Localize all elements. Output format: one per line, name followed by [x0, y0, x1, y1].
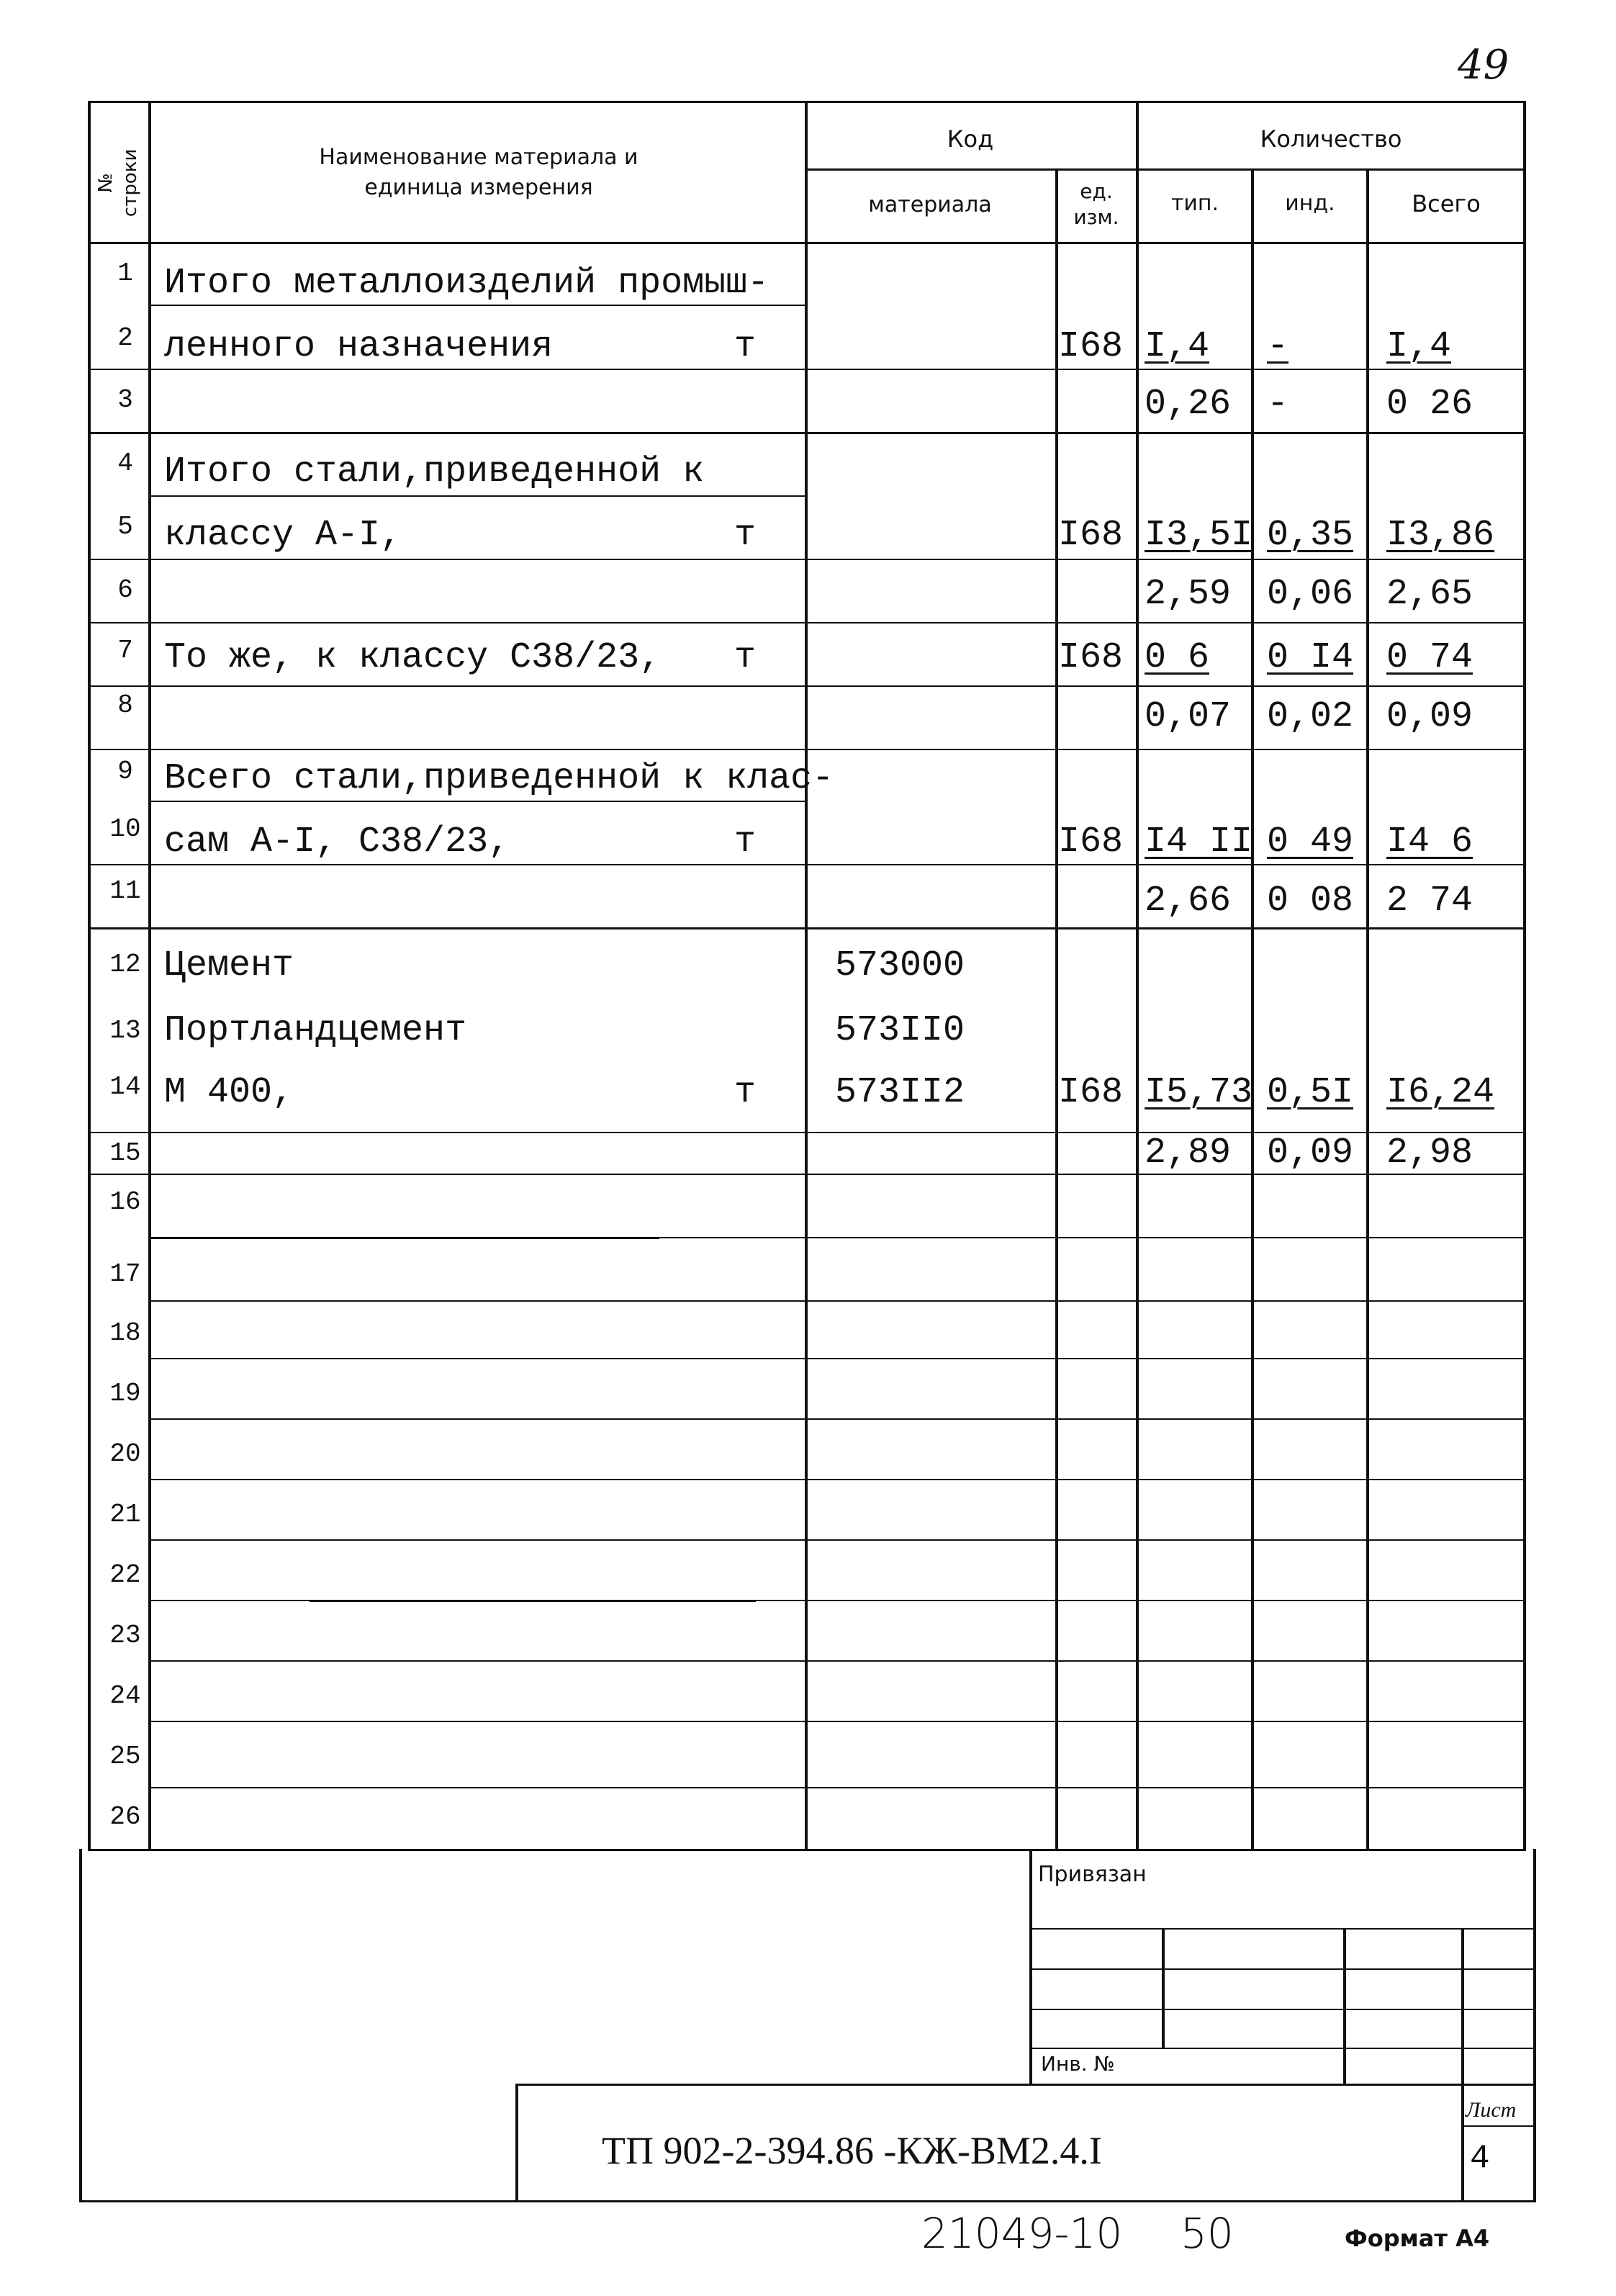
qty-total: I3,86	[1386, 515, 1495, 556]
row-number: 14	[109, 1072, 141, 1102]
row-number: 21	[109, 1500, 141, 1529]
page-number: 49	[1458, 42, 1509, 89]
row-name: сам А-I, С38/23,	[164, 821, 510, 863]
qty-total: 2,98	[1386, 1133, 1473, 1174]
qty-typ: 0 6	[1145, 637, 1210, 678]
row-number: 12	[109, 950, 141, 979]
row-number: 17	[109, 1259, 141, 1289]
row-name: ленного назначения	[164, 326, 554, 367]
code-material: 573II0	[835, 1010, 965, 1051]
header-qty-total: Всего	[1412, 190, 1481, 217]
row-number: 23	[109, 1621, 141, 1650]
qty-typ: I4 II	[1145, 821, 1253, 863]
handwritten-number: 21049-10	[921, 2209, 1123, 2258]
code-material: 573000	[835, 945, 965, 986]
sheet-label: Лист	[1466, 2098, 1517, 2122]
qty-typ: 2,66	[1145, 881, 1232, 922]
qty-ind: 0 I4	[1267, 637, 1354, 678]
row-number: 4	[117, 449, 133, 478]
code-unit: I68	[1058, 326, 1124, 367]
row-name: Всего стали,приведенной к клас-	[164, 758, 834, 799]
qty-total: I,4	[1386, 326, 1452, 367]
row-number: 3	[117, 385, 133, 415]
qty-ind: 0 49	[1267, 821, 1354, 863]
row-number: 20	[109, 1439, 141, 1469]
row-number: 24	[109, 1681, 141, 1711]
row-name: Итого стали,приведенной к	[164, 451, 705, 492]
row-number: 10	[109, 814, 141, 844]
qty-ind: 0,06	[1267, 574, 1354, 615]
row-name: Цемент	[164, 945, 294, 986]
format-label: Формат А4	[1345, 2225, 1490, 2252]
header-qty-ind: инд.	[1285, 191, 1335, 216]
footer-page: 50	[1181, 2209, 1234, 2258]
qty-total: I6,24	[1386, 1072, 1495, 1113]
header-code-material: материала	[868, 192, 992, 217]
header-code-unit: ед. изм.	[1073, 179, 1119, 229]
row-unit: т	[734, 821, 757, 863]
qty-ind: 0,5I	[1267, 1072, 1354, 1113]
qty-ind: 0,09	[1267, 1133, 1354, 1174]
row-number: 16	[109, 1187, 141, 1217]
qty-ind: -	[1267, 384, 1289, 425]
row-number: 22	[109, 1560, 141, 1590]
row-number: 25	[109, 1742, 141, 1771]
qty-total: I4 6	[1386, 821, 1473, 863]
row-name: М 400,	[164, 1072, 294, 1113]
qty-ind: -	[1267, 326, 1289, 367]
header-quantity: Количество	[1260, 125, 1402, 153]
header-row-no: № строки	[95, 148, 141, 217]
header-name: Наименование материала и единица измерения	[319, 145, 638, 200]
row-number: 5	[117, 512, 133, 541]
qty-typ: I,4	[1145, 326, 1210, 367]
header-code: Код	[947, 125, 994, 153]
row-unit: т	[734, 326, 757, 367]
qty-typ: I3,5I	[1145, 515, 1253, 556]
qty-total: 2,65	[1386, 574, 1473, 615]
row-name: То же, к классу С38/23,	[164, 637, 662, 678]
row-number: 2	[117, 323, 133, 353]
qty-typ: 0,07	[1145, 696, 1232, 737]
header-qty-typ: тип.	[1170, 191, 1219, 216]
row-unit: т	[734, 637, 757, 678]
row-name: Портландцемент	[164, 1010, 467, 1051]
qty-typ: 2,59	[1145, 574, 1232, 615]
row-number: 9	[117, 757, 133, 786]
qty-ind: 0,35	[1267, 515, 1354, 556]
row-number: 8	[117, 690, 133, 720]
row-number: 19	[109, 1379, 141, 1408]
qty-total: 0 74	[1386, 637, 1473, 678]
code-material: 573II2	[835, 1072, 965, 1113]
qty-typ: 0,26	[1145, 384, 1232, 425]
row-number: 7	[117, 636, 133, 665]
qty-typ: I5,73	[1145, 1072, 1253, 1113]
qty-total: 0 26	[1386, 384, 1473, 425]
row-name: Итого металлоизделий промыш-	[164, 263, 769, 304]
code-unit: I68	[1058, 515, 1124, 556]
row-number: 1	[117, 258, 133, 288]
code-unit: I68	[1058, 821, 1124, 863]
row-number: 15	[109, 1138, 141, 1168]
privyazan-label: Привязан	[1038, 1862, 1147, 1887]
qty-total: 2 74	[1386, 881, 1473, 922]
row-number: 18	[109, 1318, 141, 1348]
code-unit: I68	[1058, 1072, 1124, 1113]
sheet-number: 4	[1470, 2140, 1490, 2177]
qty-typ: 2,89	[1145, 1133, 1232, 1174]
row-number: 26	[109, 1802, 141, 1832]
row-number: 11	[109, 876, 141, 906]
code-unit: I68	[1058, 637, 1124, 678]
qty-total: 0,09	[1386, 696, 1473, 737]
row-name: классу А-I,	[164, 515, 402, 556]
row-unit: т	[734, 515, 757, 556]
designation: ТП 902-2-394.86 -КЖ-ВМ2.4.I	[602, 2129, 1102, 2172]
qty-ind: 0 08	[1267, 881, 1354, 922]
inv-no-label: Инв. №	[1041, 2052, 1115, 2076]
qty-ind: 0,02	[1267, 696, 1354, 737]
row-number: 13	[109, 1016, 141, 1045]
row-number: 6	[117, 575, 133, 605]
row-unit: т	[734, 1072, 757, 1113]
